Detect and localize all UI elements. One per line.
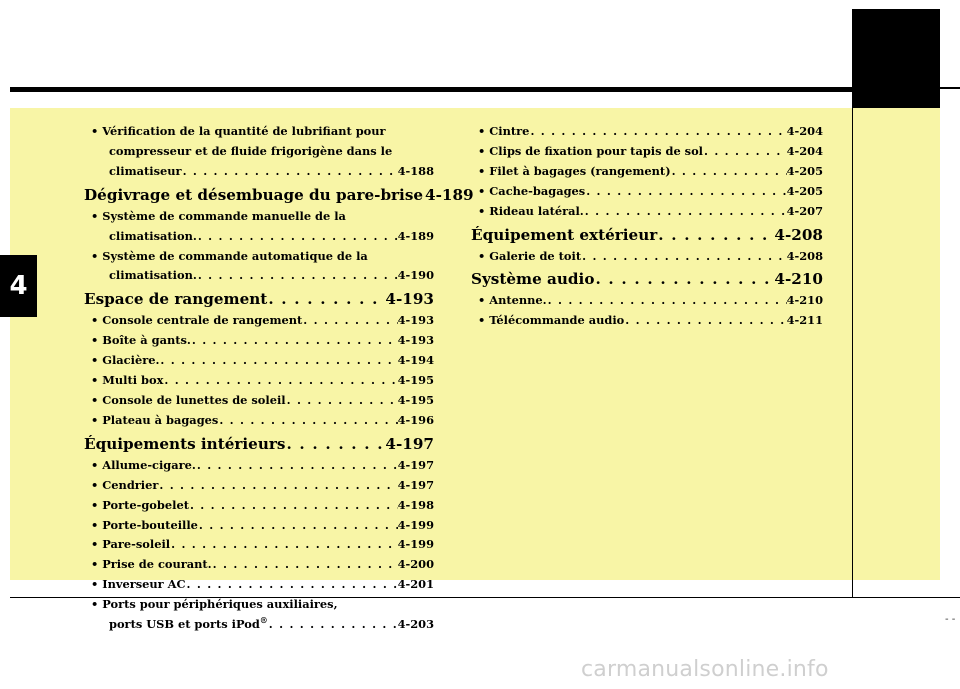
toc-left-column: [84, 122, 474, 635]
toc-entry[interactable]: • Porte-gobelet . . . 4-198: [84, 496, 434, 516]
page-number: 4-199: [397, 517, 434, 532]
toc-entry[interactable]: • Galerie de toit . . . 4-208: [471, 247, 823, 267]
toc-section-rangement[interactable]: Espace de rangement . . . 4-193: [84, 288, 434, 310]
toc-entry[interactable]: • Plateau à bagages . . . 4-196: [84, 411, 434, 431]
page-number: 4-207: [786, 203, 823, 218]
toc-entry[interactable]: • Allume-cigare. . . . 4-197: [84, 456, 434, 476]
toc-entry[interactable]: • Multi box . . . 4-195: [84, 371, 434, 391]
toc-entry[interactable]: • Clips de fixation pour tapis de sol . . . 4-204: [471, 142, 823, 162]
page-number: 4-189: [425, 185, 474, 204]
toc-entry[interactable]: • Prise de courant. . . . 4-200: [84, 555, 434, 575]
page-number: 4-196: [397, 412, 434, 427]
toc-entry-ports[interactable]: • Ports pour périphériques auxiliaires, ports USB et ports iPod® . . . 4-203: [84, 595, 434, 635]
page-number: 4-208: [774, 225, 823, 244]
toc-section-interieurs[interactable]: Équipements intérieurs . . . 4-197: [84, 433, 434, 455]
page-number: 4-188: [397, 163, 434, 178]
top-rule-right: [852, 87, 960, 89]
toc-entry[interactable]: • Cendrier . . . 4-197: [84, 476, 434, 496]
toc-entry[interactable]: • Porte-bouteille . . . 4-199: [84, 516, 434, 536]
column-divider: [852, 108, 853, 598]
toc-entry-commande-automatique[interactable]: • Système de commande automatique de la climatisation. . . . 4-190: [84, 247, 434, 287]
toc-entry[interactable]: • Glacière. . . . 4-194: [84, 351, 434, 371]
toc-entry-verification[interactable]: • Vérification de la quantité de lubrifiant pour compresseur et de fluide frigorigène dans le climatiseur . . . 4-188: [84, 122, 434, 182]
page-number: 4-194: [397, 353, 434, 368]
toc-entry-commande-manuelle[interactable]: • Système de commande manuelle de la climatisation. . . . 4-189: [84, 207, 434, 247]
page-number: 4-205: [786, 163, 823, 178]
top-rule: [10, 87, 852, 92]
page-number: 4-211: [786, 313, 823, 328]
page-number: 4-193: [397, 313, 434, 328]
page-number: 4-205: [786, 183, 823, 198]
page-number: 4-189: [397, 228, 434, 243]
registered-mark: ®: [259, 615, 268, 626]
toc-section-audio[interactable]: Système audio . . . 4-210: [471, 268, 823, 290]
page-number: 4-195: [397, 373, 434, 388]
chapter-tab[interactable]: [0, 255, 37, 317]
toc-entry[interactable]: • Pare-soleil . . . 4-199: [84, 535, 434, 555]
page-number: 4-201: [397, 577, 434, 592]
toc-entry[interactable]: • Filet à bagages (rangement) . . . 4-205: [471, 162, 823, 182]
page-number: 4-208: [786, 248, 823, 263]
page-number: 4-197: [385, 434, 434, 453]
toc-entry[interactable]: • Console de lunettes de soleil . . . 4-195: [84, 391, 434, 411]
toc-entry[interactable]: • Inverseur AC . . . 4-201: [84, 575, 434, 595]
toc-entry[interactable]: • Rideau latéral. . . . 4-207: [471, 202, 823, 222]
toc-entry[interactable]: • Télécommande audio . . . 4-211: [471, 311, 823, 331]
page-number: 4-210: [786, 293, 823, 308]
page-number: 4-204: [786, 143, 823, 158]
toc-entry[interactable]: • Cintre . . . 4-204: [471, 122, 823, 142]
page-number: 4-195: [397, 392, 434, 407]
page-number: 4-197: [397, 457, 434, 472]
page-marker-dashes: - -: [945, 614, 956, 625]
page-number: 4-204: [786, 124, 823, 138]
toc-entry[interactable]: • Console centrale de rangement . . . 4-193: [84, 311, 434, 331]
toc-entry[interactable]: • Boîte à gants. . . . 4-193: [84, 331, 434, 351]
page-number: 4-198: [397, 497, 434, 512]
page-number: 4-193: [397, 333, 434, 348]
page-number: 4-197: [397, 477, 434, 492]
page-number: 4-193: [385, 290, 434, 309]
page-number: 4-210: [774, 270, 823, 289]
corner-black-block: [852, 9, 940, 108]
toc-section-degivrage[interactable]: Dégivrage et désembuage du pare-brise . . . 4-189: [84, 184, 434, 206]
toc-entry[interactable]: • Antenne. . . . 4-210: [471, 291, 823, 311]
chapter-number: 4: [9, 271, 28, 301]
toc-right-column: [471, 122, 823, 331]
toc-entry[interactable]: • Cache-bagages . . . 4-205: [471, 182, 823, 202]
watermark-text: carmanualsonline.info: [581, 657, 829, 682]
page-number: 4-203: [397, 617, 434, 632]
page-number: 4-199: [397, 537, 434, 552]
page-number: 4-190: [397, 268, 434, 283]
page-number: 4-200: [397, 557, 434, 572]
toc-section-exterieur[interactable]: Équipement extérieur . . . 4-208: [471, 224, 823, 246]
